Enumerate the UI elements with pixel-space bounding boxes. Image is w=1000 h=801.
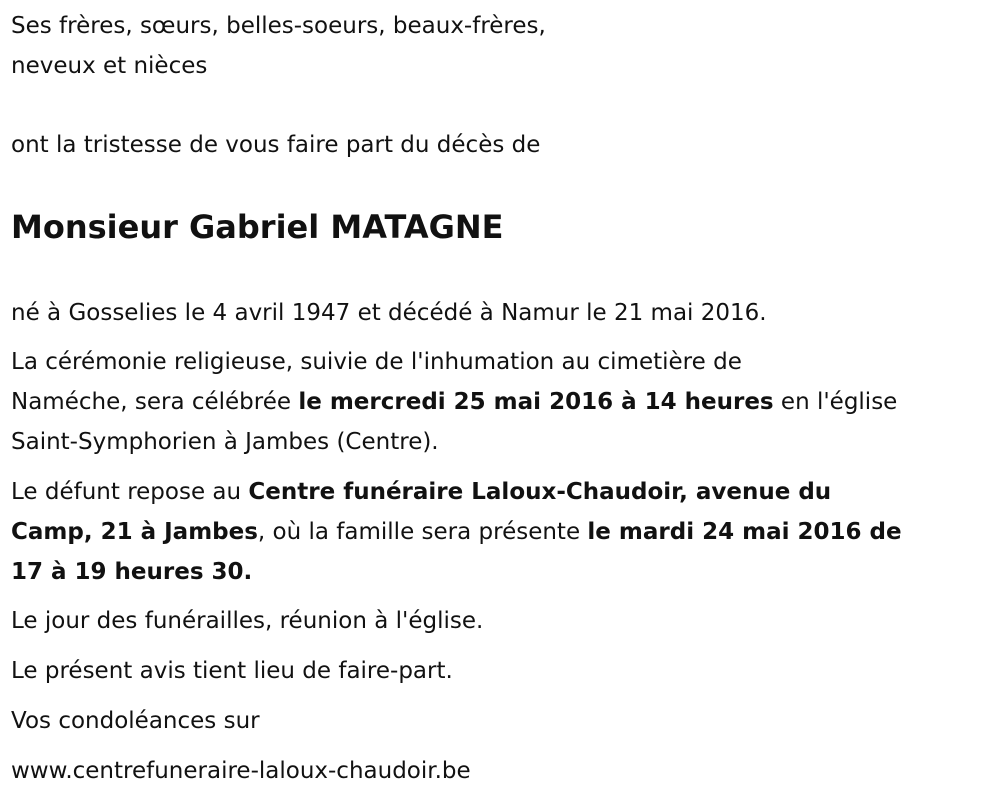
ceremony-date: le mercredi 25 mai 2016 à 14 heures [298, 389, 774, 415]
visitation-line-3 [11, 552, 252, 592]
ceremony-text: Naméche, sera célébrée [11, 389, 299, 415]
ceremony-line-3: Saint-Symphorien à Jambes (Centre). [11, 429, 439, 455]
family-line-2: neveux et nièces [11, 53, 208, 79]
notice-text: Le présent avis tient lieu de faire-part. [11, 658, 453, 684]
visitation-text: Le défunt repose au [11, 479, 249, 505]
website-link[interactable]: www.centrefuneraire-laloux-chaudoir.be [11, 758, 471, 784]
visitation-text-mid: , où la famille sera présente [257, 519, 588, 545]
funeral-home-address: Camp, 21 à Jambes [11, 519, 258, 545]
visitation-date: le mardi 24 mai 2016 de [587, 519, 902, 545]
ceremony-line-2 [11, 382, 897, 422]
ceremony-text-end: en l'église [773, 389, 898, 415]
ceremony-line-1: La cérémonie religieuse, suivie de l'inhumation au cimetière de [11, 349, 742, 375]
family-line-1: Ses frères, sœurs, belles-soeurs, beaux-frères, [11, 13, 546, 39]
birth-death-text: né à Gosselies le 4 avril 1947 et décédé à Namur le 21 mai 2016. [11, 300, 767, 326]
visitation-hours: 17 à 19 heures 30. [11, 559, 253, 585]
visitation-line-1 [11, 472, 831, 512]
condolences-label: Vos condoléances sur [11, 708, 260, 734]
visitation-line-2 [11, 512, 902, 552]
announcement-text: ont la tristesse de vous faire part du décès de [11, 132, 541, 158]
funeral-home: Centre funéraire Laloux-Chaudoir, avenue du [248, 479, 832, 505]
deceased-name: Monsieur Gabriel MATAGNE [11, 208, 504, 246]
funeral-day-text: Le jour des funérailles, réunion à l'église. [11, 608, 484, 634]
